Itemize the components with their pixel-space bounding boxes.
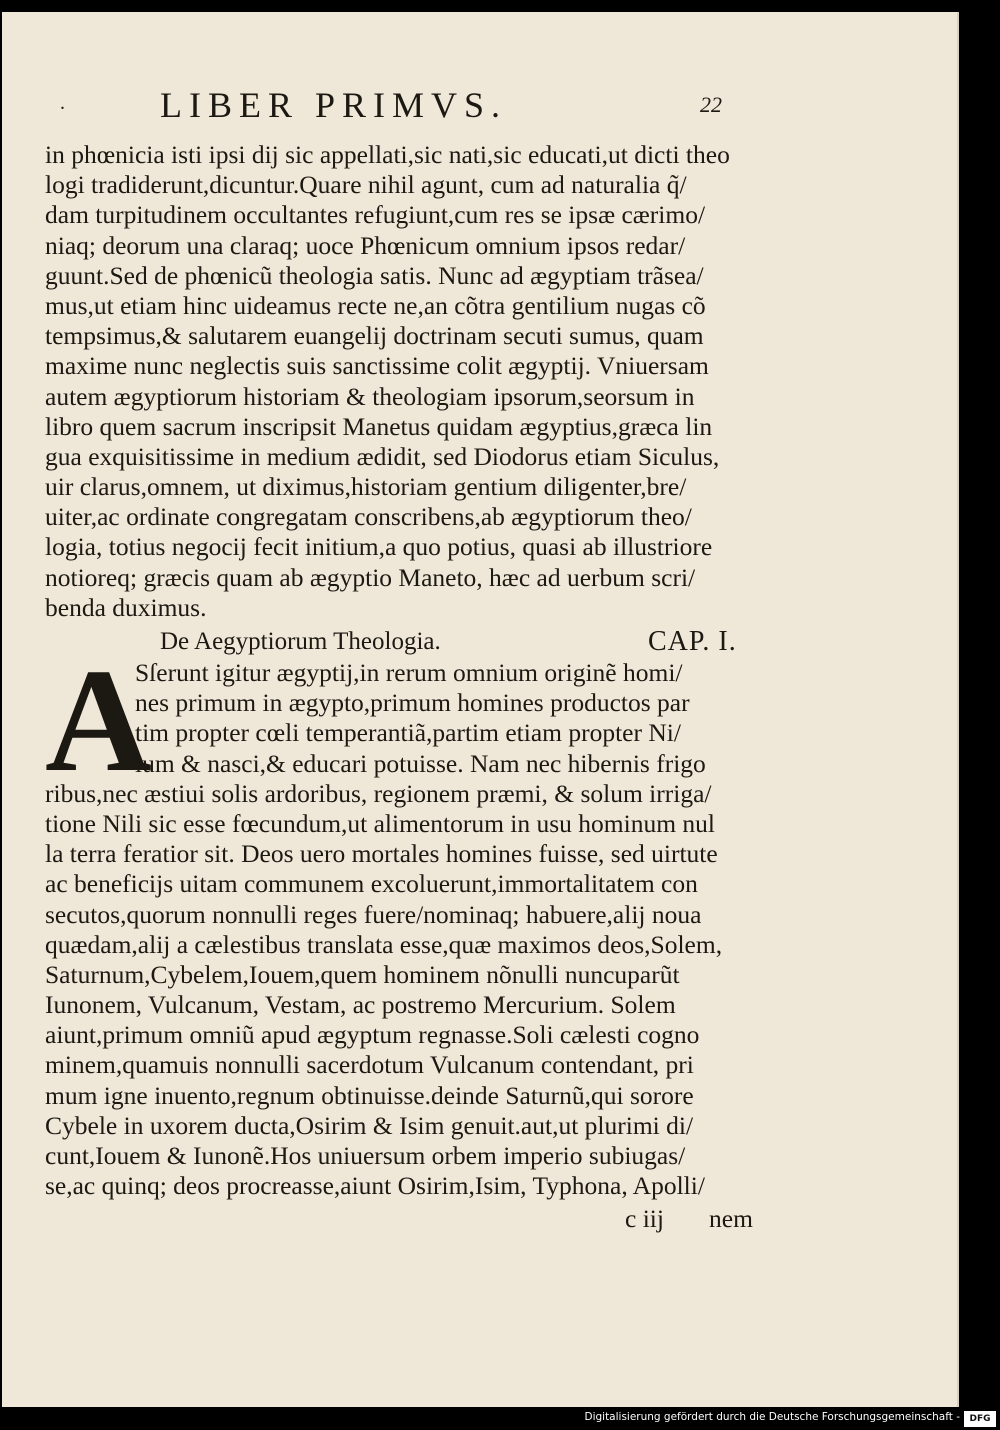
text-line: quædam,alij a cælestibus translata esse,quæ maximos deos,Solem,: [45, 929, 723, 959]
text-line: uiter,ac ordinate congregatam conscribens,ab ægyptiorum theo/: [45, 502, 692, 532]
signature-mark: c iij: [625, 1204, 664, 1234]
decorated-initial: A: [45, 639, 152, 803]
text-line: tempsimus,& salutarem euangelij doctrinam secuti sumus, quam: [45, 321, 704, 351]
dfg-logo[interactable]: DFG: [964, 1411, 996, 1427]
text-line: la terra feratior sit. Deos uero mortales homines fuisse, sed uirtute: [45, 839, 718, 869]
text-line: lum & nasci,& educari potuisse. Nam nec hibernis frigo: [135, 748, 706, 778]
running-title: LIBER PRIMVS.: [160, 85, 508, 125]
text-line: dam turpitudinem occultantes refugiunt,cum res se ipsæ cærimo/: [45, 200, 706, 230]
text-line: guunt.Sed de phœnicũ theologia satis. Nunc ad ægyptiam trãsea/: [45, 260, 704, 290]
text-line: in phœnicia isti ipsi dij sic appellati,sic nati,sic educati,ut dicti theo: [45, 140, 730, 169]
text-line: minem,quamuis nonnulli sacerdotum Vulcanum contendant, pri: [45, 1050, 694, 1080]
chapter-title: De Aegyptiorum Theologia.: [160, 628, 441, 655]
text-line: autem ægyptiorum historiam & theologiam ipsorum,seorsum in: [45, 381, 695, 411]
text-line: ribus,nec æstiui solis ardoribus, regionem præmi, & solum irriga/: [45, 778, 712, 808]
catchword: nem: [709, 1204, 753, 1234]
text-line: Saturnum,Cybelem,Iouem,quem hominem nõnulli nuncuparũt: [45, 959, 680, 989]
text-line: mus,ut etiam hinc uideamus recte ne,an cõtra gentilium nugas cõ: [45, 290, 706, 320]
text-line: nes primum in ægypto,primum homines productos par: [135, 688, 690, 718]
text-line: niaq; deorum una claraq; uoce Phœnicum omnium ipsos redar/: [45, 230, 686, 260]
text-line: tim propter cœli temperantiã,partim etiam propter Ni/: [135, 718, 681, 748]
text-line: ac beneficijs uitam communem excoluerunt,immortalitatem con: [45, 869, 698, 899]
text-line: cunt,Iouem & Iunonẽ.Hos uniuersum orbem imperio subiugas/: [45, 1141, 686, 1170]
funding-credit: Digitalisierung gefördert durch die Deutsche Forschungsgemeinschaft -: [584, 1411, 960, 1423]
book-page: [2, 12, 959, 1407]
text-line: notioreq; græcis quam ab ægyptio Maneto, hæc ad uerbum scri/: [45, 562, 696, 592]
text-line: logia, totius negocij fecit initium,a quo potius, quasi ab illustriore: [45, 532, 713, 562]
chapter-heading: [45, 625, 775, 658]
text-line: uir clarus,omnem, ut diximus,historiam gentium diligenter,bre/: [45, 472, 687, 502]
folio-number: 22: [700, 92, 722, 117]
text-line: libro quem sacrum inscripsit Manetus quidam ægyptius,græca lin: [45, 411, 713, 441]
viewer-footer: [0, 1408, 1000, 1430]
chapter-number: CAP. I.: [648, 626, 737, 657]
header-dot: .: [60, 92, 65, 114]
text-line: maxime nunc neglectis suis sanctissime colit ægyptij. Vniuersam: [45, 351, 709, 381]
page-header: [60, 84, 722, 125]
opening-paragraph: [45, 140, 775, 623]
page-footer-marks: [45, 1203, 775, 1235]
text-line: secutos,quorum nonnulli reges fuere/nominaq; habuere,alij noua: [45, 899, 702, 929]
text-line: aiunt,primum omniũ apud ægyptum regnasse.Soli cælesti cogno: [45, 1020, 700, 1050]
text-line: Cybele in uxorem ducta,Osirim & Isim genuit.aut,ut plurimi di/: [45, 1110, 694, 1140]
text-line: se,ac quinq; deos procreasse,aiunt Osirim,Isim, Typhona, Apolli/: [45, 1171, 705, 1201]
text-line: tione Nili sic esse fœcundum,ut alimentorum in usu hominum nul: [45, 808, 716, 838]
text-line: mum igne inuento,regnum obtinuisse.deinde Saturnũ,qui sorore: [45, 1080, 694, 1110]
text-line: Iunonem, Vulcanum, Vestam, ac postremo Mercurium. Solem: [45, 990, 676, 1020]
text-line: logi tradiderunt,dicuntur.Quare nihil agunt, cum ad naturalia q̃/: [45, 170, 687, 200]
text-line: benda duximus.: [45, 592, 207, 622]
text-line: gua exquisitissime in medium ædidit, sed Diodorus etiam Siculus,: [45, 441, 720, 471]
text-line: Sſerunt igitur ægyptij,in rerum omnium originẽ homi/: [135, 658, 683, 687]
text-block: [45, 140, 775, 1235]
